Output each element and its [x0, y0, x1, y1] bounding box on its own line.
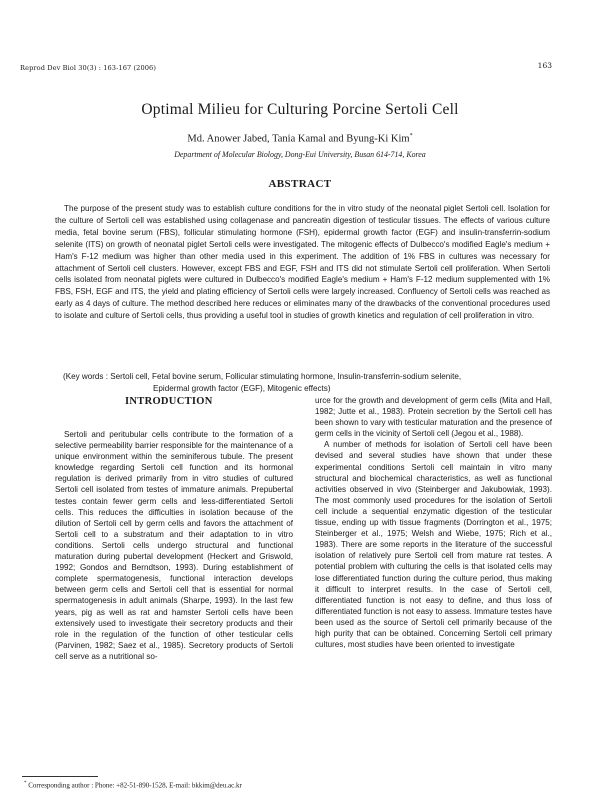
right-column-paragraph-1: urce for the growth and development of germ cells (Mita and Hall, 1982; Jutte et al., 1983). Protein secretion by the Sertoli cell has been shown to vary with testicular maturation and the presence of germ cells in the vicinity of Sertoli cell (Jegou et al., 1988). [315, 396, 552, 439]
footnote [24, 781, 242, 789]
left-column-text: Sertoli and peritubular cells contribute to the formation of a selective permeability barrier responsible for the maintenance of a unique environment within the seminiferous tubule. The present knowledge regarding Sertoli cell function and its hormonal regulation is derived primarily from in vitro studies of cultured Sertoli cell isolated from testes of immature animals. Prepubertal testes contain fewer germ cells and less-differentiated Sertoli cells. This reduces the difficulties in isolation because of the dilution of Sertoli cell by germ cells and favors the attachment of Sertoli cell to a substratum and their adaptation to in vitro conditions. Sertoli cells undergo structural and functional maturation during pubertal development (Heckert and Griswold, 1992; Gondos and Berndtson, 1993). During establishment of complete spermatogenesis, functional interaction develops between germ cells and Sertoli cell that is essential for normal spermatogenesis in adult animals (Sharpe, 1993). In the last few years, pig as well as rat and hamster Sertoli cells have been extensively used to investigate their secretory products and their role in the regulation of the function of other testicular cells (Parvinen, 1982; Saez et al., 1985). Secretory products of Sertoli cell serve as a nutritional so- [55, 430, 293, 661]
footnote-text: Corresponding author : Phone: +82-51-890-1528, E-mail: bkkim@deu.ac.kr [28, 781, 242, 790]
keywords [63, 371, 550, 395]
abstract-heading: ABSTRACT [268, 178, 332, 190]
corresponding-mark: * [409, 133, 413, 139]
abstract-body: The purpose of the present study was to establish culture conditions for the in vitro study of the neonatal piglet Sertoli cell. Isolation for the culture of Sertoli cell was established using collagenase and pancreatin digestion of testicular tissues. The effects of various culture media, fetal bovine serum (FBS), follicular stimulating hormone (FSH), epidermal growth factor (EGF) and insulin-transferrin-sodium selenite (ITS) on growth of neonatal piglet Sertoli cells were investigated. The mitogenic effects of Dulbecco's modified Eagle's medium + Ham's F-12 medium was higher than other media used in this experiment. The addition of 1% FBS in cultures was necessary for attachment of Sertoli cell clusters. However, except FBS and EGF, FSH and ITS did not stimulate Sertoli cell proliferation. When Sertoli cells isolated from neonatal piglets were cultured in Dulbecco's modified Eagle's medium + Ham's F-12 medium supplemented with 1% FBS, FSH, EGF and ITS, the yield and plating efficiency of Sertoli cells were largely increased. Confluency of Sertoli cells was reached as early as 4 days of culture. The method described here reduces or eliminates many of the drawbacks of the conventional procedures used to isolate and culture of Sertoli cells, thus providing a useful tool in studies of growth kinetics and regulation of cell proliferation in vitro. [55, 204, 550, 321]
author-list [0, 133, 600, 145]
affiliation: Department of Molecular Biology, Dong-Eui University, Busan 614-714, Korea [174, 150, 426, 159]
running-head: Reprod Dev Biol 30(3) : 163-167 (2006) [20, 64, 157, 72]
page-number: 163 [537, 61, 552, 70]
keywords-line-2: Epidermal growth factor (EGF), Mitogenic effects) [153, 384, 331, 393]
authors-text: Md. Anower Jabed, Tania Kamal and Byung-Ki Kim [187, 133, 410, 145]
footnote-divider [22, 776, 98, 777]
introduction-heading: INTRODUCTION [125, 396, 213, 407]
right-column [315, 395, 552, 650]
keywords-line-1: (Key words : Sertoli cell, Fetal bovine serum, Follicular stimulating hormone, Insulin-transferrin-sodium selenite, [63, 372, 462, 381]
footnote-mark: * [24, 781, 27, 786]
right-column-paragraph-2: A number of methods for isolation of Sertoli cell have been devised and several studies have shown that under these experimental conditions Sertoli cell maintain in vitro many structural and biochemical characteristics, as well as functional activities observed in vivo (Steinberger and Jakubowiak, 1993). The most commonly used procedures for the isolation of Sertoli cell include a sequential enzymatic digestion of the testicular tissue, ending up with tissue fragments (Dorrington et al., 1975; Steinberger et al., 1975; Welsh and Wiebe, 1975; Rich et al., 1983). There are some reports in the literature of the successful isolation of relatively pure Sertoli cell from mature rat testes. A potential problem with culturing the cells is that isolated cells may lose differentiated function during the culture period, thus making it difficult to interpret results. In the case of Sertoli cell, differentiated function is not easy to define, and thus loss of differentiated function is not easy to assess. Immature testes have been used as the source of Sertoli cell primarily because of the high purity that can be obtained. Concerning Sertoli cell primary cultures, most studies have been oriented to investigate [315, 440, 552, 650]
paper-title: Optimal Milieu for Culturing Porcine Sertoli Cell [141, 101, 459, 118]
